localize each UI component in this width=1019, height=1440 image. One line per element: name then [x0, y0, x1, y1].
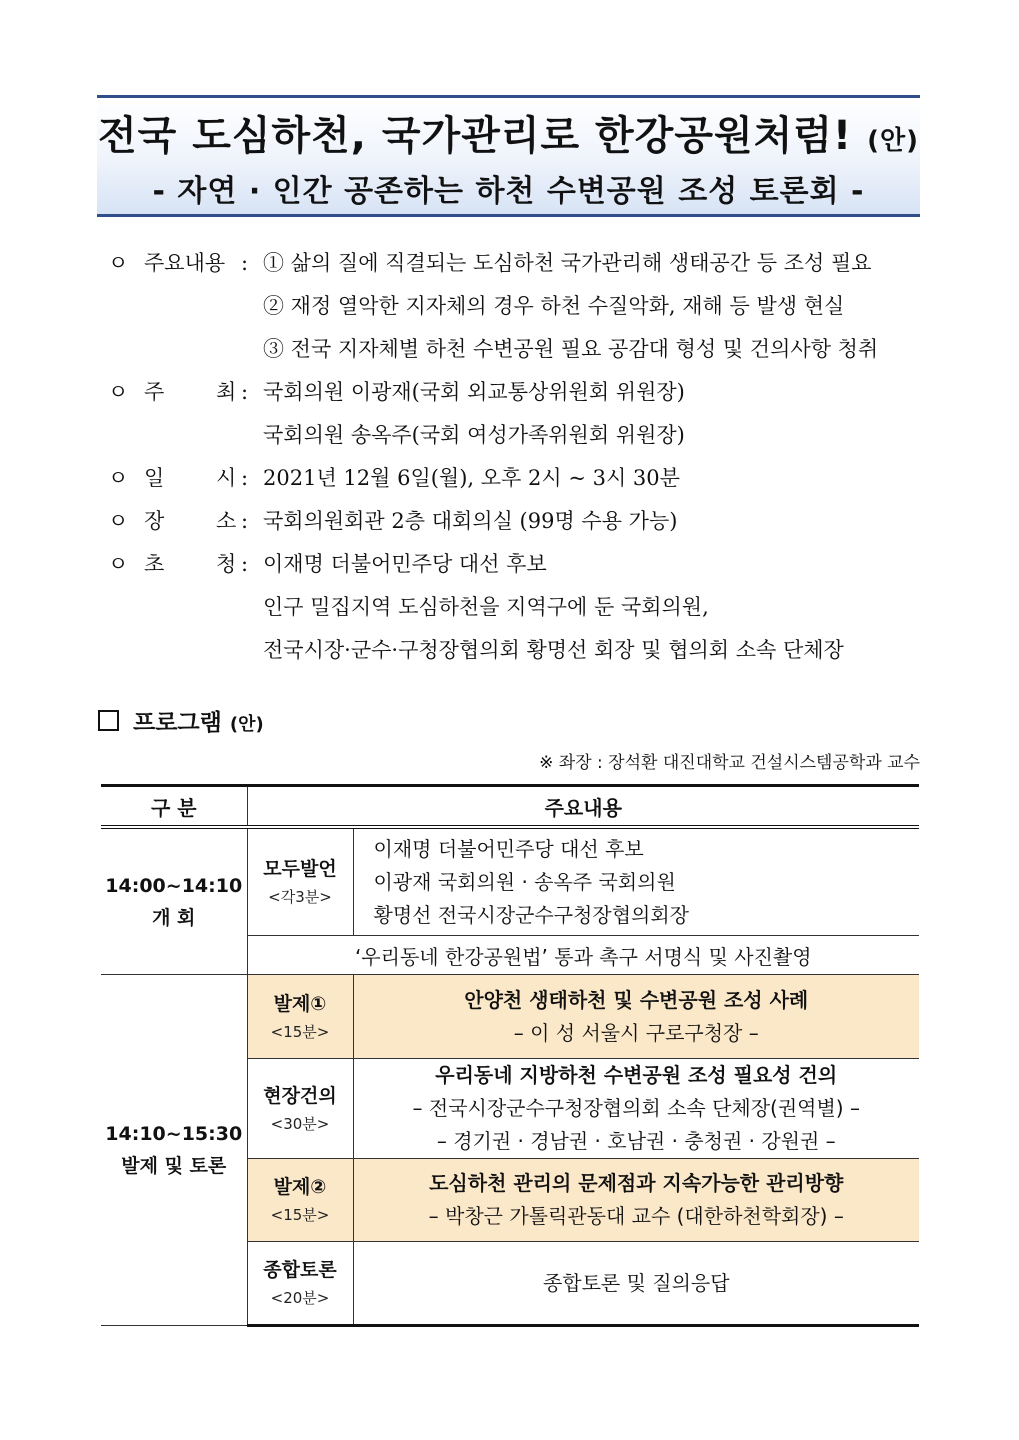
label-char: 청 [216, 552, 237, 576]
session-cell [247, 1242, 353, 1326]
info-row-host-cont [108, 414, 928, 457]
session-duration: <20분> [270, 1289, 330, 1307]
info-row-content-cont [108, 285, 928, 328]
info-value: ③ 전국 지자체별 하천 수변공원 필요 공감대 형성 및 건의사항 청취 [263, 337, 879, 361]
content-title: 도심하천 관리의 문제점과 지속가능한 관리방향 [429, 1171, 844, 1195]
program-table [101, 784, 919, 1327]
bullet: ㅇ [108, 380, 129, 404]
title-box [97, 95, 920, 217]
content-cell [353, 1242, 919, 1326]
label-char: 초 [144, 552, 165, 576]
square-bullet-icon [98, 710, 119, 731]
content-line: – 전국시장군수구청장협의회 소속 단체장(권역별) – [412, 1096, 860, 1120]
table-row [101, 975, 919, 1059]
info-value: 이재명 더불어민주당 대선 후보 [263, 552, 547, 576]
label-char: 소 [216, 509, 237, 533]
info-value: 국회의원 이광재(국회 외교통상위원회 위원장) [263, 380, 685, 404]
content-line: – 박창근 가톨릭관동대 교수 (대한하천학회장) – [428, 1204, 844, 1228]
table-row [101, 827, 919, 936]
info-row-host [108, 371, 928, 414]
content-title: 안양천 생태하천 및 수변공원 조성 사례 [464, 987, 809, 1012]
session-duration: <15분> [270, 1206, 330, 1224]
colon: : [241, 552, 249, 576]
info-row-content [108, 242, 928, 285]
session-cell [247, 827, 353, 936]
program-heading-text: 프로그램 [133, 710, 222, 736]
title-main-text: 전국 도심하천, 국가관리로 한강공원처럼! [98, 113, 853, 159]
bullet: ㅇ [108, 251, 129, 275]
session-name: 발제② [273, 1176, 327, 1198]
title-draft-tag: (안) [867, 126, 919, 156]
section-name: 발제 및 토론 [121, 1155, 227, 1177]
label-char: 시 [216, 466, 237, 490]
info-label: 주요내용 [144, 251, 226, 275]
program-heading [98, 704, 264, 737]
session-name: 모두발언 [263, 858, 337, 880]
content-cell [353, 975, 919, 1059]
content-line: 황명선 전국시장군수구청장협의회장 [373, 902, 689, 927]
info-value: 인구 밀집지역 도심하천을 지역구에 둔 국회의원, [263, 595, 709, 619]
content-title: 우리동네 지방하천 수변공원 조성 필요성 건의 [435, 1063, 838, 1087]
content-line: 종합토론 및 질의응답 [542, 1270, 730, 1295]
program-draft-tag: (안) [229, 714, 264, 735]
session-name: 발제① [273, 992, 327, 1015]
info-row-invitees-cont [108, 629, 928, 672]
header-cell-section: 구 분 [101, 786, 247, 828]
bullet: ㅇ [108, 509, 129, 533]
content-cell [353, 1159, 919, 1242]
session-name: 현장건의 [263, 1084, 337, 1107]
signing-cell: ‘우리동네 한강공원법’ 통과 촉구 서명식 및 사진촬영 [247, 936, 919, 975]
info-value: ② 재정 열악한 지자체의 경우 하천 수질악화, 재해 등 발생 현실 [263, 294, 845, 318]
event-info [108, 242, 928, 672]
info-value: 전국시장·군수·구청장협의회 황명선 회장 및 협의회 소속 단체장 [263, 638, 844, 662]
section-name: 개 회 [152, 906, 196, 929]
time-cell-opening [101, 827, 247, 975]
label-char: 최 [216, 380, 237, 404]
info-row-invitees [108, 543, 928, 586]
session-cell [247, 1159, 353, 1242]
colon: : [241, 509, 249, 533]
colon: : [241, 466, 249, 490]
info-value: 국회의원회관 2층 대회의실 (99명 수용 가능) [263, 509, 678, 533]
content-cell [353, 827, 919, 936]
bullet: ㅇ [108, 466, 129, 490]
info-value: ① 삶의 질에 직결되는 도심하천 국가관리해 생태공간 등 조성 필요 [263, 251, 872, 275]
time-cell-main [101, 975, 247, 1326]
time-text: 14:10~15:30 [105, 1123, 243, 1145]
session-cell [247, 975, 353, 1059]
content-line: – 이 성 서울시 구로구청장 – [513, 1020, 759, 1045]
document-subtitle: - 자연 · 인간 공존하는 하천 수변공원 조성 토론회 - [152, 174, 865, 209]
colon: : [241, 251, 249, 275]
content-line: – 경기권 · 경남권 · 호남권 · 충청권 · 강원권 – [436, 1129, 836, 1153]
content-line: 이재명 더불어민주당 대선 후보 [373, 836, 644, 861]
label-char: 주 [144, 380, 165, 404]
time-text: 14:00~14:10 [105, 874, 243, 897]
session-duration: <각3분> [268, 888, 332, 906]
info-row-venue [108, 500, 928, 543]
content-cell [353, 1059, 919, 1159]
document-title [97, 104, 920, 161]
content-line: 이광재 국회의원 · 송옥주 국회의원 [373, 869, 676, 894]
label-char: 장 [144, 509, 165, 533]
colon: : [241, 380, 249, 404]
bullet: ㅇ [108, 552, 129, 576]
session-duration: <30분> [270, 1114, 330, 1133]
info-value: 국회의원 송옥주(국회 여성가족위원회 위원장) [263, 423, 685, 447]
label-char: 일 [144, 466, 165, 490]
info-row-invitees-cont [108, 586, 928, 629]
info-value: 2021년 12월 6일(월), 오후 2시 ~ 3시 30분 [263, 466, 680, 490]
session-duration: <15분> [270, 1022, 330, 1041]
table-header-row [101, 786, 919, 828]
session-cell [247, 1059, 353, 1159]
moderator-note: ※ 좌장 : 장석환 대진대학교 건설시스템공학과 교수 [539, 753, 920, 773]
info-row-datetime [108, 457, 928, 500]
header-cell-content: 주요내용 [247, 786, 919, 828]
info-row-content-cont [108, 328, 928, 371]
session-name: 종합토론 [263, 1259, 337, 1281]
